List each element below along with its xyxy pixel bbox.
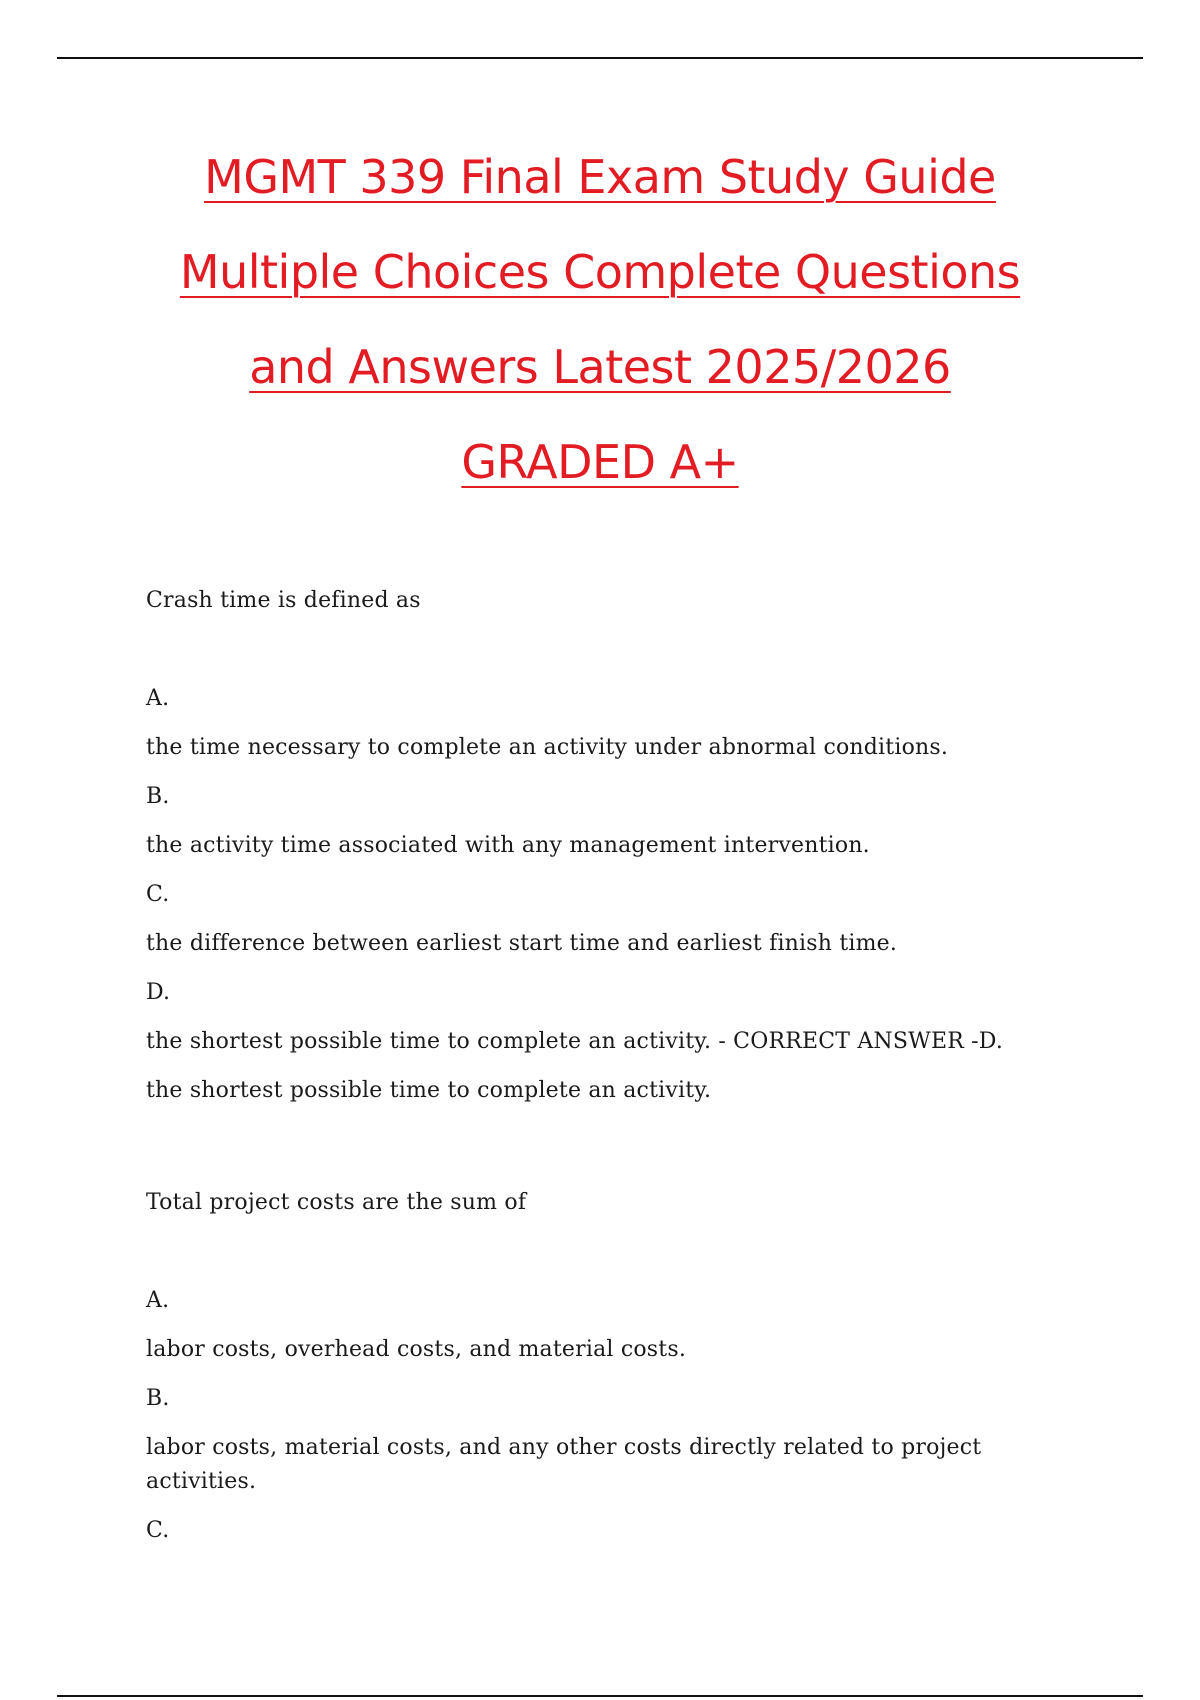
title-line-3: and Answers Latest 2025/2026 (249, 340, 951, 394)
q1-option-a-text: the time necessary to complete an activity under abnormal conditions. (146, 735, 949, 760)
document-body (146, 584, 1076, 1563)
q1-option-a-letter: A. (146, 686, 170, 711)
title-line-1: MGMT 339 Final Exam Study Guide (204, 150, 996, 204)
q2-option-b-text: labor costs, material costs, and any other costs directly related to project activities. (146, 1435, 982, 1494)
title-line-2: Multiple Choices Complete Questions (179, 245, 1021, 299)
document-title (100, 130, 1100, 510)
q2-option-a-letter: A. (146, 1288, 170, 1313)
q2-option-b-letter: B. (146, 1386, 170, 1411)
q1-option-b-text: the activity time associated with any management intervention. (146, 833, 870, 858)
title-line-4: GRADED A+ (461, 435, 739, 489)
q1-option-b-letter: B. (146, 784, 170, 809)
q1-option-c-letter: C. (146, 882, 170, 907)
top-rule (57, 57, 1143, 59)
q2-option-a-text: labor costs, overhead costs, and material costs. (146, 1337, 687, 1362)
bottom-rule (57, 1695, 1143, 1697)
q1-option-d-text: the shortest possible time to complete an activity. - CORRECT ANSWER -D. (146, 1029, 1004, 1054)
question-2-text: Total project costs are the sum of (146, 1190, 527, 1215)
q1-answer-continuation: the shortest possible time to complete an activity. (146, 1078, 712, 1103)
question-1-text: Crash time is defined as (146, 588, 421, 613)
q1-option-c-text: the difference between earliest start time and earliest finish time. (146, 931, 898, 956)
q1-option-d-letter: D. (146, 980, 171, 1005)
q2-option-c-letter: C. (146, 1518, 170, 1543)
